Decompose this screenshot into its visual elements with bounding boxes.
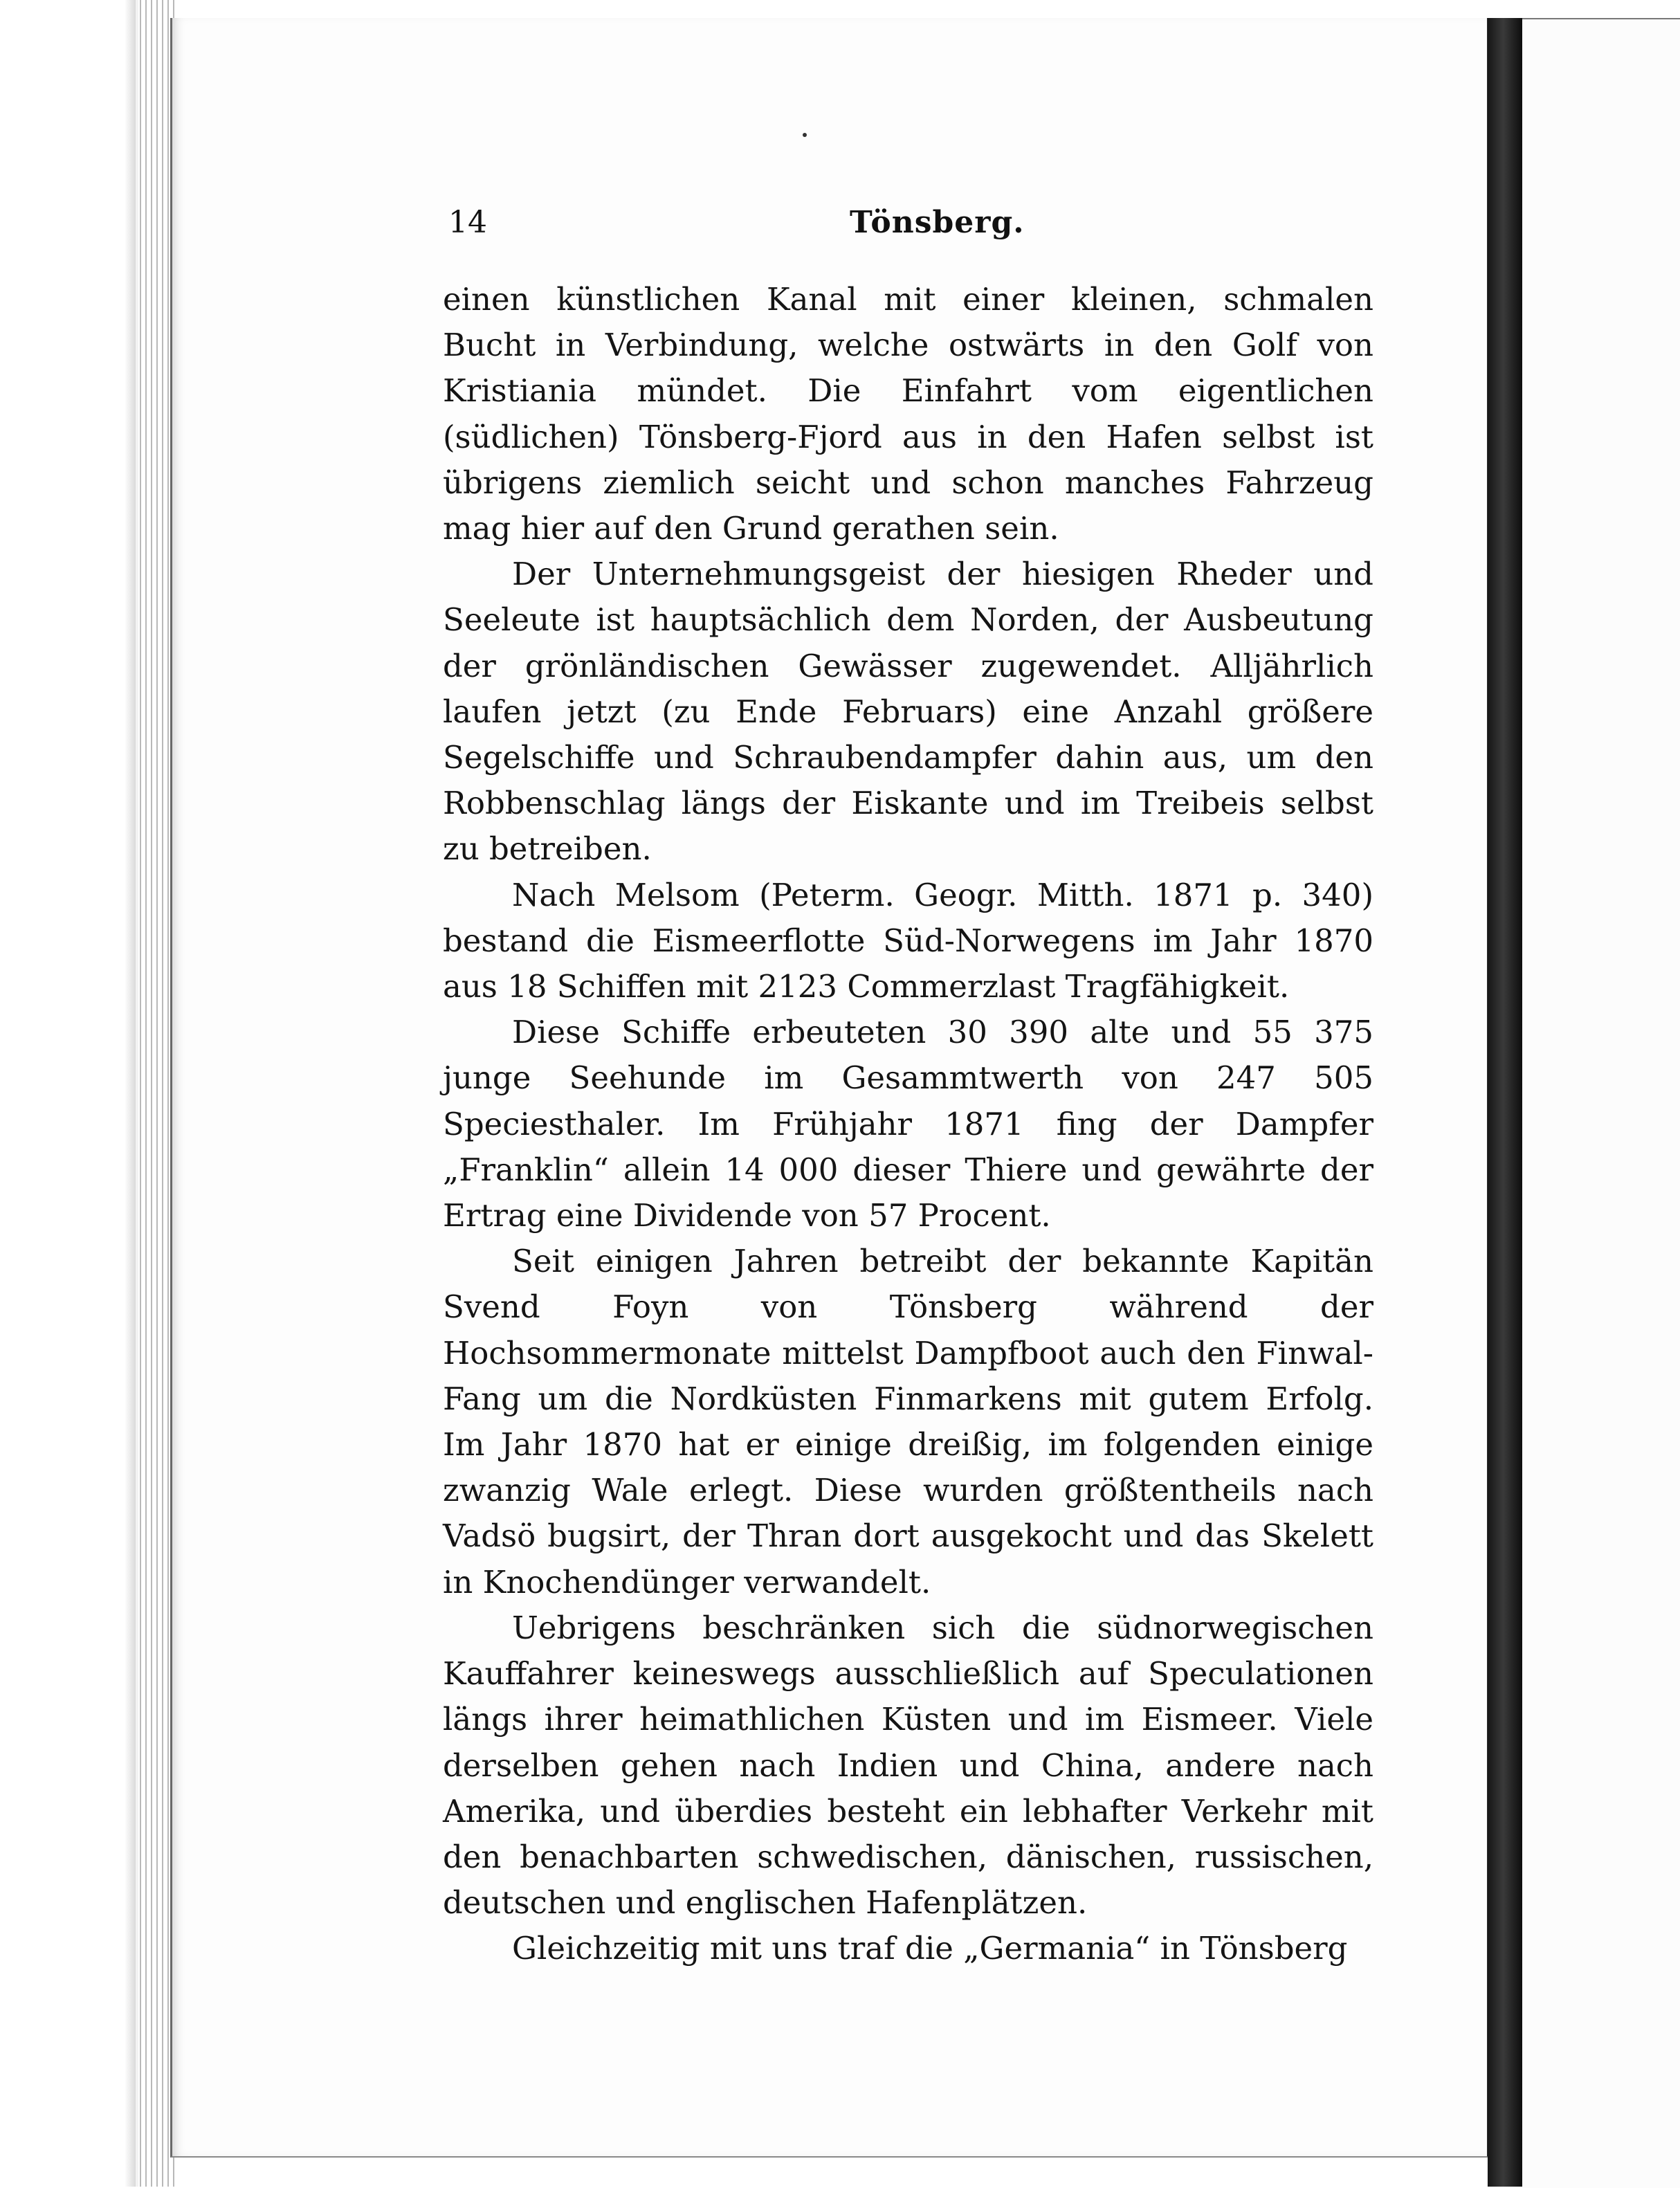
page-number: 14: [448, 205, 487, 240]
print-speck: [803, 133, 807, 137]
paragraph: Nach Melsom (Peterm. Geogr. Mitth. 1871 p. 340) bestand die Eismeerflotte Süd-Norwegens im Jahr 1870 aus 18 Schiffen mit 2123 Commerzlast Tragfähigkeit.: [443, 876, 1373, 1005]
book-spine: [1488, 18, 1522, 2187]
book-edge-shadow: [0, 0, 138, 2187]
paragraph: Gleichzeitig mit uns traf die „Germania“ in Tönsberg: [512, 1930, 1348, 1967]
paragraph: Uebrigens beschränken sich die südnorwegischen Kauffahrer keineswegs ausschließlich auf Speculationen längs ihrer heimathlichen Küsten und im Eismeer. Viele derselben gehen nach Indien und China, andere nach Amerika, und überdies besteht ein lebhafter Verkehr mit den benachbarten schwedischen, dänischen, russischen, deutschen und englischen Hafenplätzen.: [443, 1609, 1373, 1922]
right-page: [1522, 18, 1680, 2188]
body-text: [443, 277, 1373, 1972]
paragraph: Diese Schiffe erbeuteten 30 390 alte und 55 375 junge Seehunde im Gesammtwerth von 247 505 Speciesthaler. Im Frühjahr 1871 fing der Dampfer „Franklin“ allein 14 000 dieser Thiere und gewährte der Ertrag eine Dividende von 57 Procent.: [443, 1014, 1373, 1234]
page-header: [448, 202, 1376, 250]
paragraph: Seit einigen Jahren betreibt der bekannte Kapitän Svend Foyn von Tönsberg während der Hochsommermonate mittelst Dampfboot auch den Finwal-Fang um die Nordküsten Finmarkens mit gutem Erfolg. Im Jahr 1870 hat er einige dreißig, im folgenden einige zwanzig Wale erlegt. Diese wurden größtentheils nach Vadsö bugsirt, der Thran dort ausgekocht und das Skelett in Knochendünger verwandelt.: [443, 1243, 1373, 1601]
paragraph: Der Unternehmungsgeist der hiesigen Rheder und Seeleute ist hauptsächlich dem Norden, der Ausbeutung der grönländischen Gewässer zugewendet. Alljährlich laufen jetzt (zu Ende Februars) eine Anzahl größere Segelschiffe und Schraubendampfer dahin aus, um den Robbenschlag längs der Eiskante und im Treibeis selbst zu betreiben.: [443, 556, 1373, 868]
paragraph: einen künstlichen Kanal mit einer kleinen, schmalen Bucht in Verbindung, welche ostwärts in den Golf von Kristiania mündet. Die Einfahrt vom eigentlichen (südlichen) Tönsberg-Fjord aus in den Hafen selbst ist übrigens ziemlich seicht und schon manches Fahrzeug mag hier auf den Grund gerathen sein.: [443, 281, 1373, 547]
running-head: Tönsberg.: [850, 205, 1025, 240]
